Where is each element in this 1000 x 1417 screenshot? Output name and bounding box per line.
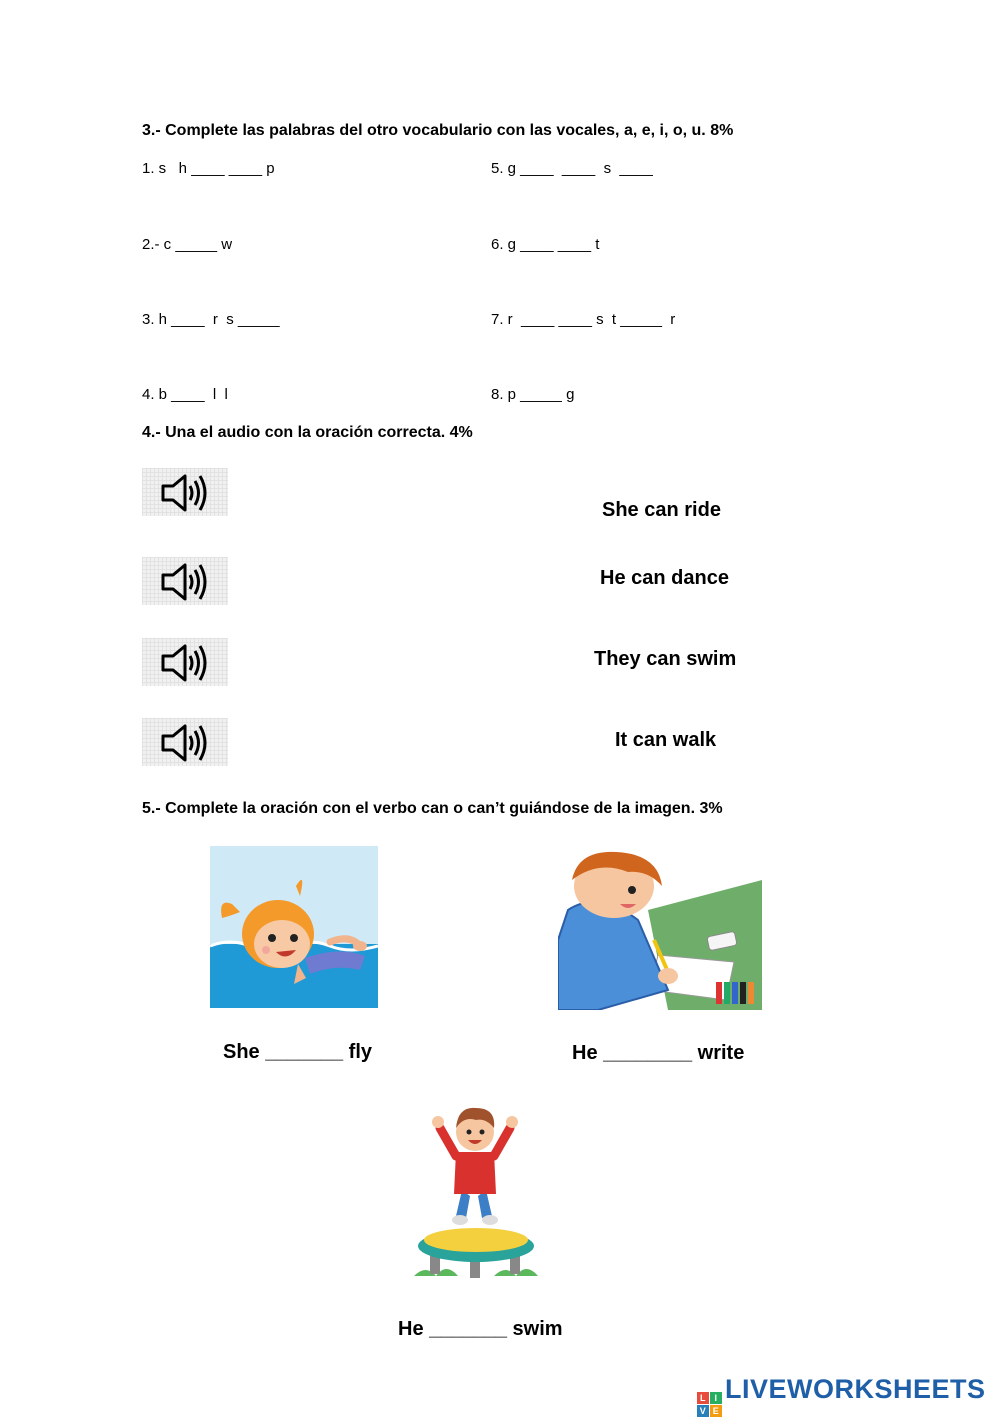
- match-sentence-4[interactable]: It can walk: [615, 729, 717, 751]
- audio-button-1[interactable]: [142, 468, 228, 516]
- speaker-icon: [160, 722, 210, 764]
- vocab-item-1: 1. s h ____ ____ p: [142, 160, 275, 177]
- match-sentence-2[interactable]: He can dance: [600, 567, 729, 589]
- swimming-girl-image: [210, 846, 378, 1008]
- vocab-item-5: 5. g ____ ____ s ____: [491, 160, 653, 177]
- speaker-icon: [160, 472, 210, 514]
- speaker-icon: [160, 642, 210, 684]
- vocab-item-7: 7. r ____ ____ s t _____ r: [491, 311, 676, 328]
- writing-boy-image: [558, 850, 762, 1010]
- vocab-item-8: 8. p _____ g: [491, 386, 575, 403]
- logo-badge-icon: L I V E: [697, 1392, 722, 1417]
- fill-sentence-2[interactable]: He ________ write: [572, 1042, 745, 1064]
- section4-heading: 4.- Una el audio con la oración correcta. 4%: [142, 424, 473, 441]
- vocab-item-2: 2.- c _____ w: [142, 236, 233, 253]
- fill-sentence-1[interactable]: She _______ fly: [223, 1041, 372, 1063]
- audio-button-3[interactable]: [142, 638, 228, 686]
- logo-text: LIVEWORKSHEETS: [725, 1374, 986, 1404]
- match-sentence-1[interactable]: She can ride: [602, 499, 721, 521]
- trampoline-boy-image: [406, 1098, 546, 1288]
- section3-heading: 3.- Complete las palabras del otro vocabulario con las vocales, a, e, i, o, u. 8%: [142, 122, 734, 139]
- audio-button-2[interactable]: [142, 557, 228, 605]
- audio-button-4[interactable]: [142, 718, 228, 766]
- section5-heading: 5.- Complete la oración con el verbo can o can’t guiándose de la imagen. 3%: [142, 800, 723, 817]
- vocab-item-6: 6. g ____ ____ t: [491, 236, 600, 253]
- vocab-item-3: 3. h ____ r s _____: [142, 311, 280, 328]
- vocab-item-4: 4. b ____ l l: [142, 386, 228, 403]
- speaker-icon: [160, 561, 210, 603]
- fill-sentence-3[interactable]: He _______ swim: [398, 1318, 563, 1340]
- match-sentence-3[interactable]: They can swim: [594, 648, 737, 670]
- liveworksheets-logo: [697, 1374, 986, 1417]
